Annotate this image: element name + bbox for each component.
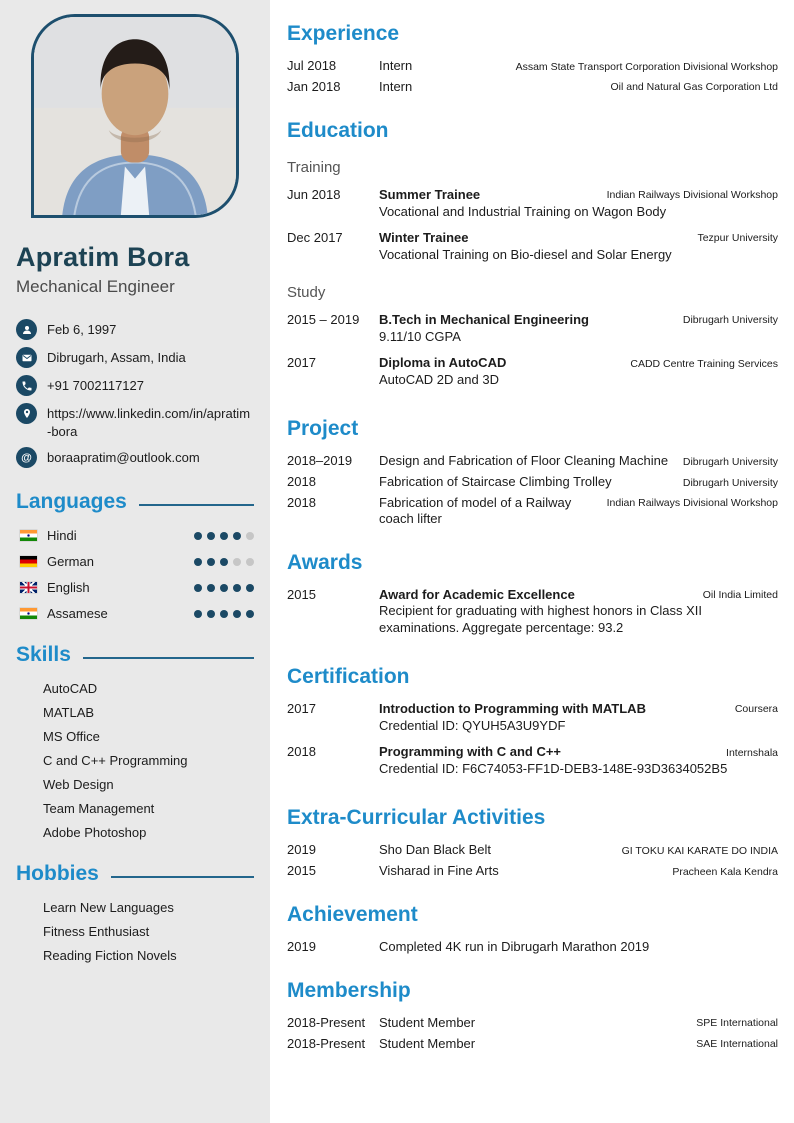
- section-achievement: [287, 903, 778, 955]
- entry-row: [287, 1036, 778, 1052]
- entry-desc: 9.11/10 CGPA: [379, 328, 461, 344]
- entry-content: [379, 863, 778, 879]
- entry-head: [379, 863, 778, 879]
- section-heading: Membership: [287, 978, 411, 1002]
- entry-desc: AutoCAD 2D and 3D: [379, 371, 499, 387]
- contact-mail: [16, 347, 254, 368]
- entry-org: Oil India Limited: [702, 589, 778, 602]
- entry-content: [379, 1015, 778, 1031]
- entry-row: [287, 58, 778, 74]
- entry-head: [379, 1036, 778, 1052]
- level-dot: [220, 610, 228, 618]
- entry-content: [379, 495, 778, 527]
- entry-head: [379, 230, 778, 246]
- skill-item: MS Office: [43, 729, 100, 745]
- entry-org: Pracheen Kala Kendra: [672, 865, 778, 878]
- entry-content: [379, 744, 778, 782]
- entry-content: [379, 453, 778, 469]
- entry-content: [379, 58, 778, 74]
- section-heading: Awards: [287, 550, 363, 574]
- entry-title: Design and Fabrication of Floor Cleaning Machine: [379, 453, 669, 469]
- proficiency-dots: [194, 584, 254, 592]
- india-flag-icon: [20, 530, 37, 541]
- section-education: [287, 119, 778, 393]
- mail-icon: [16, 347, 37, 368]
- entry-row: [287, 79, 778, 95]
- contact-text: Dibrugarh, Assam, India: [47, 350, 186, 365]
- skills-list: [16, 681, 254, 840]
- entry-org: SPE International: [696, 1017, 778, 1030]
- entry-org: Oil and Natural Gas Corporation Ltd: [610, 81, 778, 94]
- profile-photo-illustration: [34, 17, 236, 215]
- entry-content: [379, 312, 778, 350]
- entry-title: Diploma in AutoCAD: [379, 355, 507, 371]
- entry-date: 2018-Present: [287, 1014, 366, 1030]
- entry-row: [287, 474, 778, 490]
- entry-date: 2017: [287, 700, 316, 716]
- level-dot: [194, 610, 202, 618]
- level-dot: [220, 584, 228, 592]
- language-name: Assamese: [47, 606, 108, 622]
- at-icon: @: [16, 447, 37, 468]
- entry-row: [287, 312, 778, 350]
- contact-pin[interactable]: [16, 403, 254, 440]
- entry-org: CADD Centre Training Services: [630, 357, 778, 370]
- heading-rule: [111, 876, 254, 878]
- skill-item: AutoCAD: [43, 681, 98, 697]
- entry-org: Dibrugarh University: [682, 455, 778, 468]
- entry-date: 2019: [287, 842, 316, 858]
- person-icon: [16, 319, 37, 340]
- entry-org: SAE International: [696, 1038, 778, 1051]
- entry-content: [379, 842, 778, 858]
- entry-date: 2015 – 2019: [287, 311, 360, 327]
- heading-rule: [139, 504, 254, 506]
- entry-head: [379, 474, 778, 490]
- india-flag-icon: [20, 608, 37, 619]
- entry-title: Intern: [379, 58, 413, 73]
- skills-section-heading: [16, 643, 254, 667]
- entry-date: 2018: [287, 474, 316, 490]
- language-name: Hindi: [47, 528, 77, 544]
- entry-row: [287, 587, 778, 641]
- entry-title: Intern: [379, 78, 413, 94]
- entry-head: [379, 355, 778, 371]
- section-awards: [287, 551, 778, 641]
- skill-item: MATLAB: [43, 705, 95, 721]
- hobby-item: Fitness Enthusiast: [43, 924, 150, 940]
- entry-head: [379, 744, 778, 760]
- uk-flag-icon: [20, 582, 37, 593]
- level-dot: [246, 532, 254, 540]
- germany-flag-icon: [20, 556, 37, 567]
- entry-date: Jun 2018: [287, 186, 341, 202]
- entry-content: [379, 474, 778, 490]
- section-heading: Education: [287, 118, 389, 142]
- contact-person: [16, 319, 254, 340]
- entry-title: Fabrication of Staircase Climbing Trolley: [379, 474, 612, 490]
- entry-content: [379, 230, 778, 268]
- level-dot: [233, 610, 241, 618]
- entry-row: [287, 187, 778, 225]
- section-membership: [287, 979, 778, 1052]
- entry-row: [287, 230, 778, 268]
- sidebar: [0, 0, 270, 1123]
- entry-desc: Vocational Training on Bio-diesel and Solar Energy: [379, 246, 672, 262]
- section-extra-curricular-activities: [287, 806, 778, 879]
- entry-content: [379, 355, 778, 393]
- entry-org: Internshala: [726, 746, 778, 759]
- contact-list: [16, 319, 254, 468]
- section-project: [287, 417, 778, 526]
- hobby-item: Learn New Languages: [43, 900, 174, 916]
- entry-date: 2017: [287, 355, 316, 371]
- hobbies-section-heading: [16, 862, 254, 886]
- language-row-german: [16, 554, 254, 569]
- contact-phone: [16, 375, 254, 396]
- section-heading: Project: [287, 417, 359, 441]
- level-dot: [207, 532, 215, 540]
- entry-content: [379, 187, 778, 225]
- entry-title: Student Member: [379, 1014, 476, 1030]
- entry-org: Tezpur University: [697, 232, 778, 245]
- profile-photo: [31, 14, 239, 218]
- entry-date: Jan 2018: [287, 78, 341, 94]
- entry-org: GI TOKU KAI KARATE DO INDIA: [621, 844, 778, 857]
- entry-content: [379, 1036, 778, 1052]
- entry-title: Programming with C and C++: [379, 744, 562, 760]
- entry-date: 2018-Present: [287, 1035, 366, 1051]
- entry-head: [379, 1015, 778, 1031]
- section-certification: [287, 665, 778, 782]
- skill-item: Team Management: [43, 801, 155, 817]
- entry-head: [379, 58, 778, 74]
- entry-row: [287, 939, 778, 955]
- entry-desc: Vocational and Industrial Training on Wagon Body: [379, 203, 667, 219]
- entry-head: [379, 842, 778, 858]
- entry-org: Dibrugarh University: [682, 314, 778, 327]
- level-dot: [233, 532, 241, 540]
- entry-head: [379, 939, 778, 955]
- section-heading: Achievement: [287, 902, 418, 926]
- entry-row: [287, 355, 778, 393]
- language-row-hindi: [16, 528, 254, 543]
- entry-title: Student Member: [379, 1035, 476, 1051]
- proficiency-dots: [194, 532, 254, 540]
- subsection-heading: Study: [287, 283, 326, 301]
- section-heading: Experience: [287, 22, 400, 45]
- entry-title: Introduction to Programming with MATLAB: [379, 700, 646, 716]
- subsection-heading: Training: [287, 158, 341, 176]
- entry-date: Jul 2018: [287, 58, 337, 73]
- level-dot: [233, 584, 241, 592]
- candidate-name: Apratim Bora: [16, 242, 190, 272]
- entry-row: [287, 495, 778, 527]
- level-dot: [246, 610, 254, 618]
- entry-row: [287, 842, 778, 858]
- level-dot: [194, 532, 202, 540]
- entry-date: 2018: [287, 494, 316, 510]
- heading-rule: [83, 657, 254, 659]
- section-heading: Certification: [287, 664, 410, 688]
- hobbies-list: [16, 900, 254, 963]
- entry-head: [379, 495, 778, 527]
- entry-org: Dibrugarh University: [682, 476, 778, 489]
- level-dot: [246, 584, 254, 592]
- entry-title: Summer Trainee: [379, 186, 481, 202]
- entry-date: 2018–2019: [287, 453, 353, 469]
- contact-text: Feb 6, 1997: [47, 322, 117, 337]
- entry-row: [287, 701, 778, 739]
- entry-title: B.Tech in Mechanical Engineering: [379, 311, 589, 327]
- proficiency-dots: [194, 610, 254, 618]
- entry-title: Fabrication of model of a Railway coach lifter: [379, 494, 572, 526]
- entry-title: Sho Dan Black Belt: [379, 842, 492, 858]
- entry-content: [379, 587, 778, 641]
- level-dot: [220, 532, 228, 540]
- entry-date: 2019: [287, 938, 316, 954]
- entry-row: [287, 863, 778, 879]
- level-dot: [194, 558, 202, 566]
- entry-desc: Credential ID: QYUH5A3U9YDF: [379, 717, 566, 733]
- level-dot: [220, 558, 228, 566]
- entry-head: [379, 701, 778, 717]
- contact-text[interactable]: boraapratim@outlook.com: [47, 450, 200, 466]
- level-dot: [207, 584, 215, 592]
- entry-desc: Credential ID: F6C74053-FF1D-DEB3-148E-93D3634052B5: [379, 760, 728, 776]
- job-title: Mechanical Engineer: [16, 277, 175, 296]
- skills-heading-label: Skills: [16, 643, 71, 667]
- skill-item: Adobe Photoshop: [43, 825, 147, 841]
- language-name: German: [47, 554, 94, 570]
- contact-text[interactable]: https://www.linkedin.com/in/apratim-bora: [47, 406, 251, 439]
- level-dot: [207, 558, 215, 566]
- entry-date: 2015: [287, 586, 316, 602]
- languages-heading-label: Languages: [16, 490, 127, 514]
- entry-row: [287, 744, 778, 782]
- entry-title: Award for Academic Excellence: [379, 586, 575, 602]
- level-dot: [194, 584, 202, 592]
- section-experience: [287, 22, 778, 95]
- entry-head: [379, 312, 778, 328]
- entry-desc: Recipient for graduating with highest honors in Class XII examinations. Aggregate percentage: 93.2: [379, 603, 703, 635]
- languages-section-heading: [16, 490, 254, 514]
- entry-title: Visharad in Fine Arts: [379, 863, 499, 879]
- entry-row: [287, 1015, 778, 1031]
- entry-content: [379, 701, 778, 739]
- hobbies-heading-label: Hobbies: [16, 862, 99, 886]
- entry-row: [287, 453, 778, 469]
- entry-org: Indian Railways Divisional Workshop: [606, 189, 778, 202]
- entry-org: Assam State Transport Corporation Divisional Workshop: [515, 60, 778, 73]
- entry-head: [379, 187, 778, 203]
- entry-org: Indian Railways Divisional Workshop: [606, 497, 778, 510]
- level-dot: [207, 610, 215, 618]
- skill-item: Web Design: [43, 777, 114, 793]
- level-dot: [233, 558, 241, 566]
- main-content: [270, 0, 794, 1123]
- language-row-assamese: [16, 606, 254, 621]
- proficiency-dots: [194, 558, 254, 566]
- entry-org: Coursera: [734, 703, 778, 716]
- language-list: [16, 528, 254, 621]
- entry-head: [379, 453, 778, 469]
- skill-item: C and C++ Programming: [43, 753, 188, 769]
- entry-date: 2018: [287, 744, 316, 760]
- hobby-item: Reading Fiction Novels: [43, 948, 177, 964]
- entry-date: 2015: [287, 863, 316, 879]
- language-name: English: [47, 580, 90, 596]
- entry-head: [379, 587, 778, 603]
- entry-head: [379, 79, 778, 95]
- entry-title: Winter Trainee: [379, 229, 469, 245]
- language-row-english: [16, 580, 254, 595]
- entry-date: Dec 2017: [287, 229, 343, 245]
- entry-content: [379, 79, 778, 95]
- contact-text: +91 7002117127: [47, 378, 144, 393]
- phone-icon: [16, 375, 37, 396]
- level-dot: [246, 558, 254, 566]
- contact-at[interactable]: [16, 447, 254, 468]
- pin-icon: [16, 403, 37, 424]
- entry-content: [379, 939, 778, 955]
- entry-title: Completed 4K run in Dibrugarh Marathon 2019: [379, 938, 650, 954]
- section-heading: Extra-Curricular Activities: [287, 806, 546, 830]
